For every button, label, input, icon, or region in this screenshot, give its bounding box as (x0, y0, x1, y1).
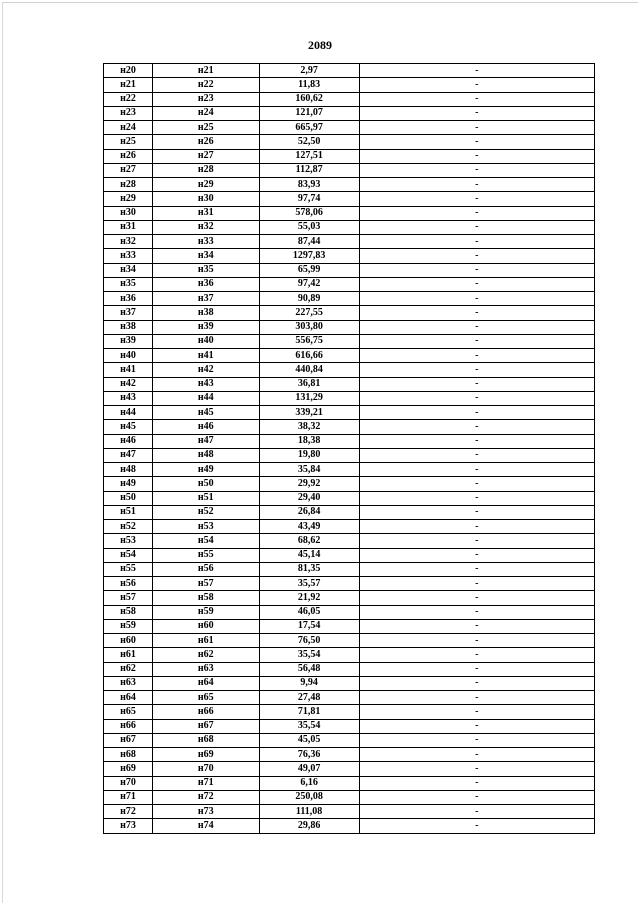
to-point-cell: н33 (152, 235, 259, 249)
table-row (104, 334, 595, 348)
to-point-cell: н42 (152, 363, 259, 377)
distance-cell: 616,66 (259, 349, 359, 363)
from-point-cell: н39 (104, 334, 153, 348)
to-point-cell: н62 (152, 648, 259, 662)
page-number: 2089 (308, 38, 332, 52)
from-point-cell: н31 (104, 220, 153, 234)
note-cell: - (359, 819, 594, 833)
to-point-cell: н27 (152, 149, 259, 163)
distance-cell: 9,94 (259, 676, 359, 690)
note-cell: - (359, 220, 594, 234)
table-row (104, 648, 595, 662)
from-point-cell: н20 (104, 64, 153, 78)
from-point-cell: н69 (104, 762, 153, 776)
to-point-cell: н67 (152, 719, 259, 733)
from-point-cell: н30 (104, 206, 153, 220)
distance-cell: 160,62 (259, 92, 359, 106)
to-point-cell: н52 (152, 505, 259, 519)
distance-cell: 440,84 (259, 363, 359, 377)
table-row (104, 562, 595, 576)
from-point-cell: н49 (104, 477, 153, 491)
from-point-cell: н35 (104, 277, 153, 291)
to-point-cell: н74 (152, 819, 259, 833)
from-point-cell: н41 (104, 363, 153, 377)
distance-cell: 43,49 (259, 520, 359, 534)
from-point-cell: н25 (104, 135, 153, 149)
from-point-cell: н24 (104, 121, 153, 135)
distance-cell: 112,87 (259, 163, 359, 177)
note-cell: - (359, 748, 594, 762)
table-row (104, 163, 595, 177)
table-row (104, 363, 595, 377)
note-cell: - (359, 64, 594, 78)
table-row (104, 605, 595, 619)
to-point-cell: н31 (152, 206, 259, 220)
from-point-cell: н52 (104, 520, 153, 534)
distance-cell: 45,14 (259, 548, 359, 562)
distance-cell: 26,84 (259, 505, 359, 519)
table-row (104, 135, 595, 149)
from-point-cell: н65 (104, 705, 153, 719)
to-point-cell: н45 (152, 406, 259, 420)
distance-cell: 11,83 (259, 78, 359, 92)
note-cell: - (359, 349, 594, 363)
note-cell: - (359, 434, 594, 448)
note-cell: - (359, 491, 594, 505)
from-point-cell: н21 (104, 78, 153, 92)
to-point-cell: н28 (152, 163, 259, 177)
note-cell: - (359, 662, 594, 676)
note-cell: - (359, 135, 594, 149)
note-cell: - (359, 235, 594, 249)
to-point-cell: н65 (152, 691, 259, 705)
note-cell: - (359, 320, 594, 334)
distance-cell: 578,06 (259, 206, 359, 220)
table-row (104, 719, 595, 733)
note-cell: - (359, 691, 594, 705)
table-row (104, 434, 595, 448)
distance-cell: 29,40 (259, 491, 359, 505)
distance-cell: 38,32 (259, 420, 359, 434)
note-cell: - (359, 363, 594, 377)
table-row (104, 349, 595, 363)
from-point-cell: н64 (104, 691, 153, 705)
to-point-cell: н73 (152, 805, 259, 819)
note-cell: - (359, 420, 594, 434)
from-point-cell: н55 (104, 562, 153, 576)
distance-cell: 227,55 (259, 306, 359, 320)
table-row (104, 676, 595, 690)
from-point-cell: н46 (104, 434, 153, 448)
distance-cell: 665,97 (259, 121, 359, 135)
from-point-cell: н67 (104, 733, 153, 747)
to-point-cell: н50 (152, 477, 259, 491)
note-cell: - (359, 306, 594, 320)
distance-cell: 121,07 (259, 106, 359, 120)
to-point-cell: н57 (152, 577, 259, 591)
to-point-cell: н49 (152, 463, 259, 477)
from-point-cell: н42 (104, 377, 153, 391)
distance-cell: 65,99 (259, 263, 359, 277)
distance-cell: 81,35 (259, 562, 359, 576)
from-point-cell: н72 (104, 805, 153, 819)
table-row (104, 477, 595, 491)
to-point-cell: н23 (152, 92, 259, 106)
from-point-cell: н62 (104, 662, 153, 676)
table-row (104, 206, 595, 220)
note-cell: - (359, 705, 594, 719)
from-point-cell: н47 (104, 448, 153, 462)
note-cell: - (359, 676, 594, 690)
note-cell: - (359, 477, 594, 491)
table-row (104, 819, 595, 833)
from-point-cell: н27 (104, 163, 153, 177)
table-row (104, 534, 595, 548)
table-row (104, 634, 595, 648)
table-row (104, 776, 595, 790)
distance-cell: 6,16 (259, 776, 359, 790)
distance-cell: 35,54 (259, 719, 359, 733)
note-cell: - (359, 562, 594, 576)
from-point-cell: н70 (104, 776, 153, 790)
from-point-cell: н63 (104, 676, 153, 690)
note-cell: - (359, 790, 594, 804)
table-row (104, 92, 595, 106)
table-row (104, 406, 595, 420)
distance-cell: 52,50 (259, 135, 359, 149)
table-row (104, 790, 595, 804)
distance-cell: 35,57 (259, 577, 359, 591)
distance-cell: 131,29 (259, 391, 359, 405)
distance-cell: 56,48 (259, 662, 359, 676)
from-point-cell: н48 (104, 463, 153, 477)
table-row (104, 577, 595, 591)
table-row (104, 377, 595, 391)
note-cell: - (359, 334, 594, 348)
from-point-cell: н43 (104, 391, 153, 405)
from-point-cell: н26 (104, 149, 153, 163)
distance-cell: 19,80 (259, 448, 359, 462)
from-point-cell: н36 (104, 292, 153, 306)
table-row (104, 591, 595, 605)
from-point-cell: н60 (104, 634, 153, 648)
note-cell: - (359, 463, 594, 477)
to-point-cell: н36 (152, 277, 259, 291)
table-row (104, 505, 595, 519)
note-cell: - (359, 577, 594, 591)
note-cell: - (359, 377, 594, 391)
to-point-cell: н26 (152, 135, 259, 149)
table-row (104, 391, 595, 405)
distance-cell: 339,21 (259, 406, 359, 420)
table-row (104, 805, 595, 819)
distance-cell: 97,74 (259, 192, 359, 206)
from-point-cell: н28 (104, 178, 153, 192)
table-row (104, 263, 595, 277)
to-point-cell: н46 (152, 420, 259, 434)
note-cell: - (359, 520, 594, 534)
note-cell: - (359, 163, 594, 177)
note-cell: - (359, 605, 594, 619)
distance-cell: 27,48 (259, 691, 359, 705)
from-point-cell: н33 (104, 249, 153, 263)
to-point-cell: н70 (152, 762, 259, 776)
table-row (104, 448, 595, 462)
table-row (104, 691, 595, 705)
to-point-cell: н61 (152, 634, 259, 648)
to-point-cell: н53 (152, 520, 259, 534)
table-row (104, 78, 595, 92)
to-point-cell: н35 (152, 263, 259, 277)
to-point-cell: н44 (152, 391, 259, 405)
note-cell: - (359, 448, 594, 462)
to-point-cell: н54 (152, 534, 259, 548)
from-point-cell: н57 (104, 591, 153, 605)
table-row (104, 220, 595, 234)
table-row (104, 121, 595, 135)
from-point-cell: н34 (104, 263, 153, 277)
note-cell: - (359, 292, 594, 306)
table-body (104, 64, 595, 834)
to-point-cell: н34 (152, 249, 259, 263)
table-row (104, 520, 595, 534)
note-cell: - (359, 192, 594, 206)
to-point-cell: н22 (152, 78, 259, 92)
distance-cell: 17,54 (259, 619, 359, 633)
from-point-cell: н61 (104, 648, 153, 662)
from-point-cell: н54 (104, 548, 153, 562)
to-point-cell: н72 (152, 790, 259, 804)
from-point-cell: н71 (104, 790, 153, 804)
note-cell: - (359, 406, 594, 420)
distance-cell: 87,44 (259, 235, 359, 249)
note-cell: - (359, 534, 594, 548)
distance-cell: 35,84 (259, 463, 359, 477)
note-cell: - (359, 805, 594, 819)
to-point-cell: н63 (152, 662, 259, 676)
to-point-cell: н30 (152, 192, 259, 206)
from-point-cell: н66 (104, 719, 153, 733)
from-point-cell: н32 (104, 235, 153, 249)
table-row (104, 463, 595, 477)
from-point-cell: н58 (104, 605, 153, 619)
note-cell: - (359, 648, 594, 662)
from-point-cell: н44 (104, 406, 153, 420)
table-row (104, 178, 595, 192)
distance-cell: 1297,83 (259, 249, 359, 263)
to-point-cell: н24 (152, 106, 259, 120)
from-point-cell: н56 (104, 577, 153, 591)
from-point-cell: н51 (104, 505, 153, 519)
note-cell: - (359, 619, 594, 633)
distance-cell: 36,81 (259, 377, 359, 391)
distance-cell: 76,36 (259, 748, 359, 762)
note-cell: - (359, 505, 594, 519)
note-cell: - (359, 249, 594, 263)
from-point-cell: н73 (104, 819, 153, 833)
note-cell: - (359, 733, 594, 747)
to-point-cell: н66 (152, 705, 259, 719)
from-point-cell: н38 (104, 320, 153, 334)
distance-cell: 18,38 (259, 434, 359, 448)
distance-cell: 55,03 (259, 220, 359, 234)
table-row (104, 306, 595, 320)
distance-cell: 21,92 (259, 591, 359, 605)
note-cell: - (359, 106, 594, 120)
from-point-cell: н50 (104, 491, 153, 505)
note-cell: - (359, 149, 594, 163)
distance-cell: 2,97 (259, 64, 359, 78)
distance-cell: 46,05 (259, 605, 359, 619)
note-cell: - (359, 391, 594, 405)
distance-cell: 45,05 (259, 733, 359, 747)
table-row (104, 192, 595, 206)
to-point-cell: н39 (152, 320, 259, 334)
distance-cell: 127,51 (259, 149, 359, 163)
table-row (104, 235, 595, 249)
note-cell: - (359, 121, 594, 135)
from-point-cell: н45 (104, 420, 153, 434)
to-point-cell: н56 (152, 562, 259, 576)
note-cell: - (359, 776, 594, 790)
to-point-cell: н41 (152, 349, 259, 363)
from-point-cell: н40 (104, 349, 153, 363)
from-point-cell: н37 (104, 306, 153, 320)
table-row (104, 64, 595, 78)
distance-cell: 49,07 (259, 762, 359, 776)
table-row (104, 277, 595, 291)
to-point-cell: н37 (152, 292, 259, 306)
to-point-cell: н29 (152, 178, 259, 192)
to-point-cell: н48 (152, 448, 259, 462)
note-cell: - (359, 719, 594, 733)
table-row (104, 249, 595, 263)
table-row (104, 733, 595, 747)
table-row (104, 420, 595, 434)
from-point-cell: н53 (104, 534, 153, 548)
to-point-cell: н51 (152, 491, 259, 505)
to-point-cell: н71 (152, 776, 259, 790)
to-point-cell: н40 (152, 334, 259, 348)
distance-cell: 303,80 (259, 320, 359, 334)
note-cell: - (359, 634, 594, 648)
to-point-cell: н43 (152, 377, 259, 391)
to-point-cell: н64 (152, 676, 259, 690)
distance-cell: 97,42 (259, 277, 359, 291)
to-point-cell: н59 (152, 605, 259, 619)
table-row (104, 762, 595, 776)
to-point-cell: н69 (152, 748, 259, 762)
distance-cell: 68,62 (259, 534, 359, 548)
note-cell: - (359, 762, 594, 776)
to-point-cell: н60 (152, 619, 259, 633)
table-row (104, 548, 595, 562)
table-row (104, 748, 595, 762)
to-point-cell: н32 (152, 220, 259, 234)
table-row (104, 705, 595, 719)
note-cell: - (359, 178, 594, 192)
note-cell: - (359, 92, 594, 106)
note-cell: - (359, 206, 594, 220)
note-cell: - (359, 277, 594, 291)
distance-cell: 90,89 (259, 292, 359, 306)
distance-cell: 250,08 (259, 790, 359, 804)
from-point-cell: н22 (104, 92, 153, 106)
to-point-cell: н47 (152, 434, 259, 448)
distance-cell: 83,93 (259, 178, 359, 192)
to-point-cell: н21 (152, 64, 259, 78)
note-cell: - (359, 78, 594, 92)
to-point-cell: н58 (152, 591, 259, 605)
from-point-cell: н68 (104, 748, 153, 762)
distance-cell: 35,54 (259, 648, 359, 662)
distance-cell: 556,75 (259, 334, 359, 348)
from-point-cell: н59 (104, 619, 153, 633)
note-cell: - (359, 591, 594, 605)
table-row (104, 320, 595, 334)
table-row (104, 292, 595, 306)
table-row (104, 662, 595, 676)
to-point-cell: н38 (152, 306, 259, 320)
to-point-cell: н25 (152, 121, 259, 135)
distance-cell: 71,81 (259, 705, 359, 719)
note-cell: - (359, 548, 594, 562)
table-row (104, 106, 595, 120)
from-point-cell: н23 (104, 106, 153, 120)
distance-cell: 111,08 (259, 805, 359, 819)
distance-cell: 29,86 (259, 819, 359, 833)
table-row (104, 491, 595, 505)
distance-cell: 29,92 (259, 477, 359, 491)
coordinates-table (103, 63, 595, 834)
to-point-cell: н55 (152, 548, 259, 562)
table-row (104, 149, 595, 163)
from-point-cell: н29 (104, 192, 153, 206)
note-cell: - (359, 263, 594, 277)
to-point-cell: н68 (152, 733, 259, 747)
distance-cell: 76,50 (259, 634, 359, 648)
table-row (104, 619, 595, 633)
